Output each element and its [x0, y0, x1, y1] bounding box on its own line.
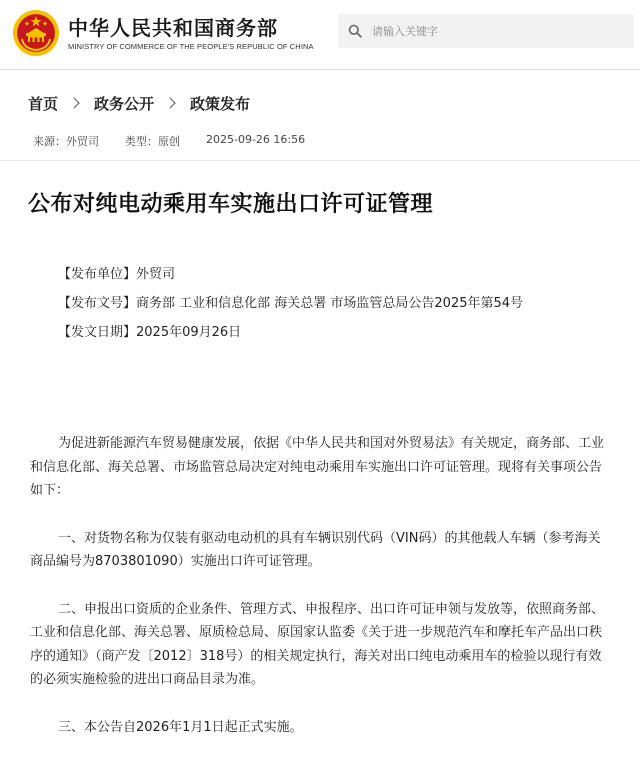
article-title: 公布对纯电动乘用车实施出口许可证管理 — [28, 192, 434, 217]
search-box[interactable] — [338, 14, 634, 48]
breadcrumb-policy-link[interactable]: 政策发布 — [190, 94, 251, 113]
article-info — [58, 266, 523, 353]
site-header — [0, 0, 640, 70]
site-name-en: MINISTRY OF COMMERCE OF THE PEOPLE'S REPUBLIC OF CHINA — [68, 42, 314, 51]
paragraph-item-1: 一、对货物名称为仅装有驱动电动机的具有车辆识别代码（VIN码）的其他载人车辆（参考海关商品编号为8703801090）实施出口许可证管理。 — [30, 530, 601, 569]
article-type: 类型：原创 — [125, 135, 180, 148]
chevron-right-icon — [164, 97, 175, 108]
article-source: 来源：外贸司 — [33, 135, 99, 148]
info-issuer: 【发布单位】外贸司 — [58, 267, 176, 282]
search-input[interactable] — [372, 14, 622, 48]
article-datetime: 2025-09-26 16:56 — [206, 133, 306, 146]
info-doc-number: 【发布文号】商务部 工业和信息化部 海关总署 市场监管总局公告2025年第54号 — [58, 296, 524, 311]
info-issue-date: 【发文日期】2025年09月26日 — [58, 325, 242, 340]
divider — [0, 160, 640, 161]
paragraph-intro: 为促进新能源汽车贸易健康发展，依据《中华人民共和国对外贸易法》有关规定，商务部、工业和信息化部、海关总署、市场监管总局决定对纯电动乘用车实施出口许可证管理。现将有关事项公告如下： — [30, 436, 605, 498]
site-name-cn[interactable]: 中华人民共和国商务部 — [68, 16, 278, 40]
breadcrumb — [28, 93, 250, 113]
national-emblem-icon[interactable] — [12, 9, 60, 57]
paragraph-item-2: 二、申报出口资质的企业条件、管理方式、申报程序、出口许可证申领与发放等，依照商务部、工业和信息化部、海关总署、原质检总局、原国家认监委《关于进一步规范汽车和摩托车产品出口秩序的通知》（商产发〔2012〕318号）的相关规定执行，海关对出口纯电动乘用车的检验以现行有效的必须实施检验的进出口商品目录为准。 — [30, 601, 605, 687]
chevron-right-icon — [68, 97, 79, 108]
breadcrumb-gov-affairs-link[interactable]: 政务公开 — [94, 94, 155, 113]
paragraph-item-3: 三、本公告自2026年1月1日起正式实施。 — [58, 719, 303, 735]
article-meta — [33, 133, 331, 149]
breadcrumb-home-link[interactable]: 首页 — [28, 94, 59, 113]
article-body — [30, 432, 610, 763]
search-icon[interactable] — [348, 24, 362, 38]
